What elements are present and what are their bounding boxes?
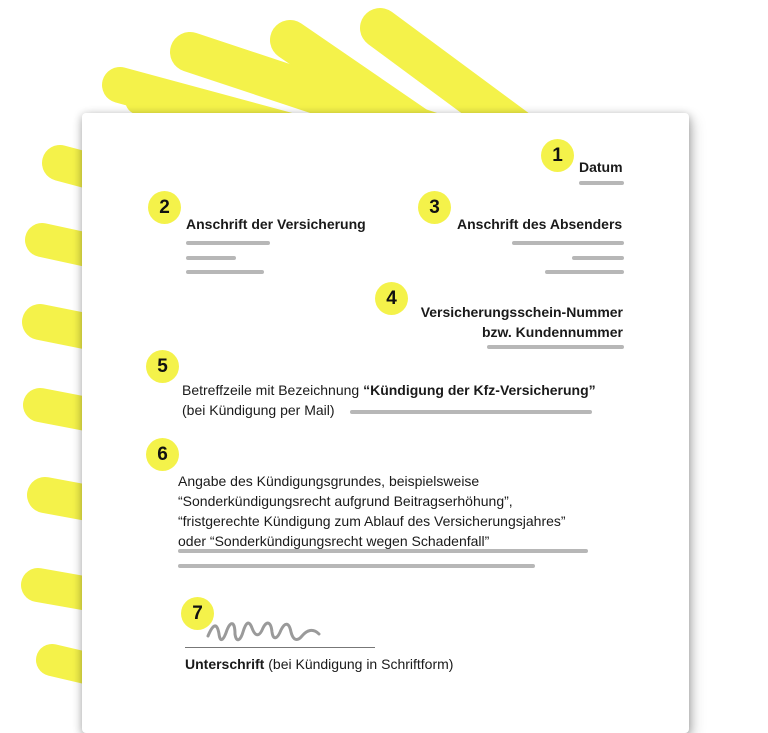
label-nummer-line-2: bzw. Kundennummer [481,324,623,340]
grund-line-1: Angabe des Kündigungsgrundes, beispielsweise [178,473,480,489]
label-betreff-mail: (bei Kündigung per Mail) [182,402,335,418]
unterschrift-rest: (bei Kündigung in Schriftform) [264,656,454,672]
betreff-prefix: Betreffzeile mit Bezeichnung [182,382,364,398]
label-datum: Datum [579,159,623,175]
badge-2: 2 [148,191,181,224]
label-kuendigungsgrund [178,471,566,551]
badge-6: 6 [146,438,179,471]
grund-line-3: “fristgerechte Kündigung zum Ablauf des Versicherungsjahres” [178,513,566,529]
placeholder-line-versicherung-2 [186,256,236,260]
badge-5: 5 [146,350,179,383]
label-versicherungsschein-nummer [400,302,623,342]
placeholder-line-grund-1 [178,549,588,553]
placeholder-line-absender-1 [512,241,624,245]
unterschrift-emphasis: Unterschrift [185,656,265,672]
placeholder-line-betreff [350,410,592,414]
placeholder-line-absender-2 [572,256,624,260]
label-unterschrift [185,654,453,674]
badge-4: 4 [375,282,408,315]
placeholder-line-datum [579,181,624,185]
badge-1: 1 [541,139,574,172]
signature-line [185,647,375,648]
label-betreffzeile [182,380,596,400]
label-nummer-line-1: Versicherungsschein-Nummer [420,304,623,320]
label-anschrift-absender: Anschrift des Absenders [457,216,623,232]
placeholder-line-absender-3 [545,270,624,274]
badge-7: 7 [181,597,214,630]
grund-line-4: oder “Sonderkündigungsrecht wegen Schadenfall” [178,533,490,549]
betreff-emphasis: “Kündigung der Kfz-Versicherung” [363,382,596,398]
badge-3: 3 [418,191,451,224]
placeholder-line-grund-2 [178,564,535,568]
grund-line-2: “Sonderkündigungsrecht aufgrund Beitragserhöhung”, [178,493,513,509]
signature-scribble [205,612,325,646]
placeholder-line-versicherung-1 [186,241,270,245]
placeholder-line-nummer [487,345,624,349]
label-anschrift-versicherung: Anschrift der Versicherung [186,216,366,232]
placeholder-line-versicherung-3 [186,270,264,274]
